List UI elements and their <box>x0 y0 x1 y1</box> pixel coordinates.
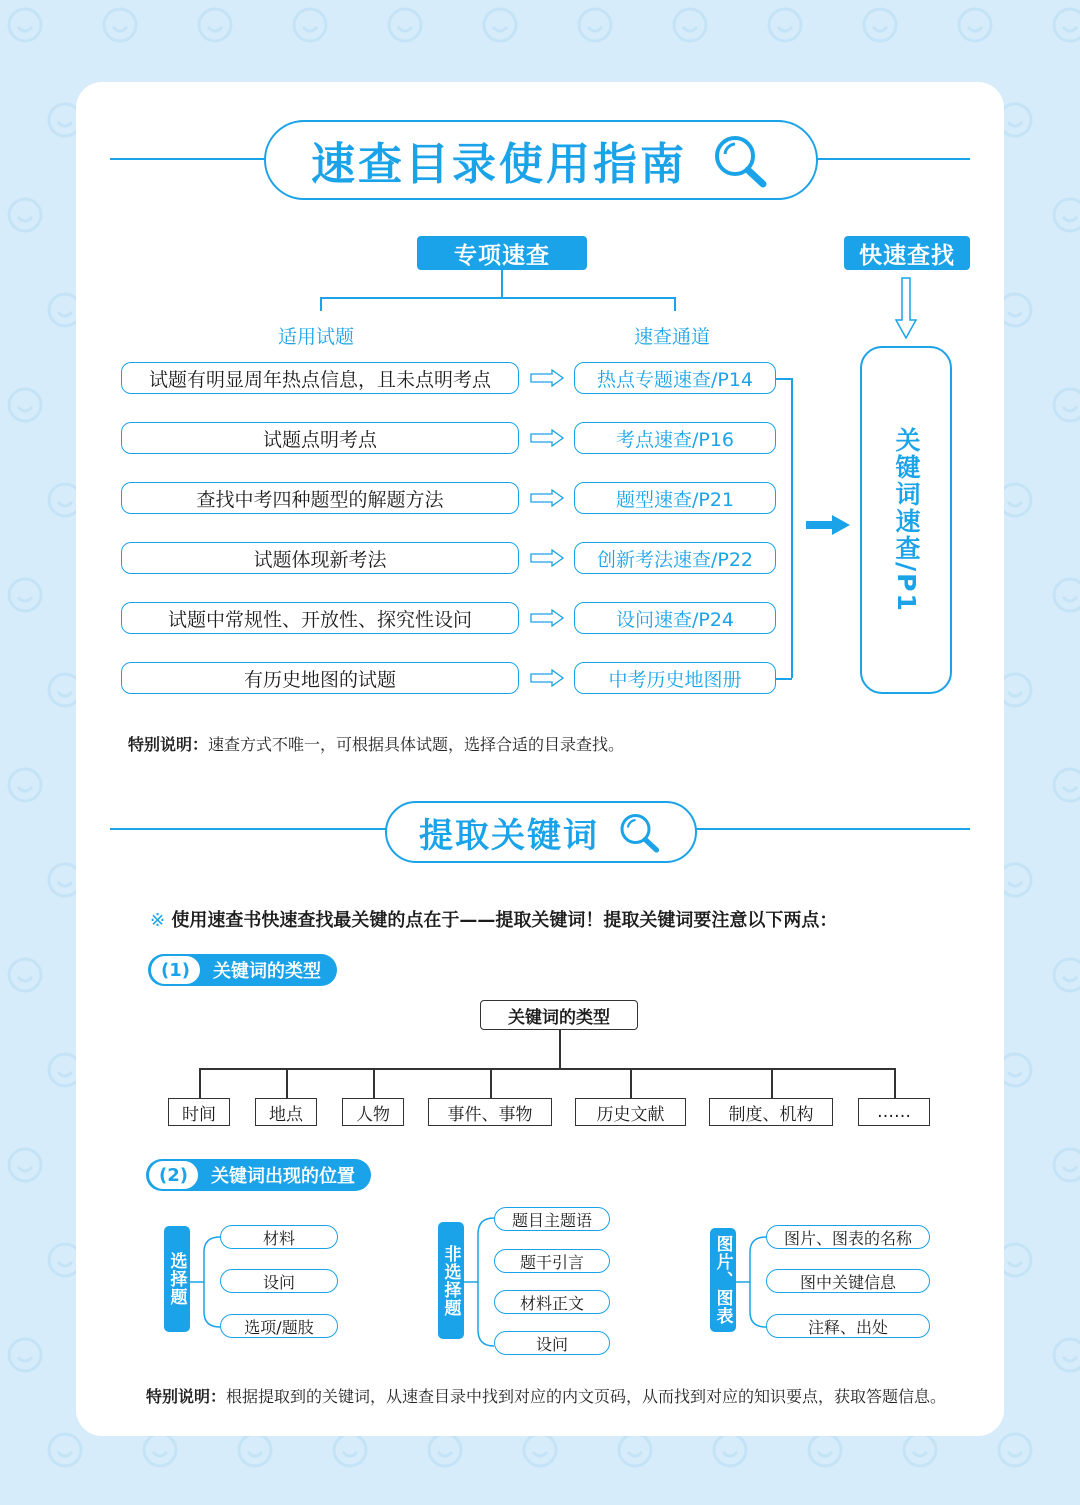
note-label: 特别说明： <box>146 1387 227 1406</box>
guide-title-pill <box>264 120 818 200</box>
bracket-left <box>320 297 322 311</box>
question-pill: 试题中常规性、开放性、探究性设问 <box>121 602 519 634</box>
tree-bar <box>199 1068 895 1070</box>
type-box: 事件、事物 <box>428 1098 552 1126</box>
quick-find-tag: 快速查找 <box>844 236 970 270</box>
keyword-search-label: 关键词速查/P1 <box>892 427 921 613</box>
group-item: 选项/题肢 <box>220 1314 338 1338</box>
group-bracket <box>464 1212 504 1352</box>
extract-title-pill <box>385 801 697 863</box>
question-pill: 试题点明考点 <box>121 422 519 454</box>
question-pill: 试题有明显周年热点信息，且未点明考点 <box>121 362 519 394</box>
group-item: 题目主题语 <box>494 1207 610 1231</box>
channel-pill: 考点速查/P16 <box>574 422 776 454</box>
extract-title: 提取关键词 <box>419 815 599 856</box>
group-item: 设问 <box>220 1269 338 1293</box>
group-item: 题干引言 <box>494 1249 610 1273</box>
keyword-search-box <box>860 346 952 694</box>
type-box: …… <box>858 1098 930 1126</box>
type-box: 历史文献 <box>575 1098 686 1126</box>
group-item: 设问 <box>494 1331 610 1355</box>
channel-pill: 中考历史地图册 <box>574 662 776 694</box>
guide-note <box>128 732 624 755</box>
group-item: 图片、图表的名称 <box>766 1225 930 1249</box>
right-arrow-icon <box>530 369 564 387</box>
intro-mark: ※ <box>150 910 166 931</box>
connector-bottom <box>776 678 792 680</box>
channel-pill: 设问速查/P24 <box>574 602 776 634</box>
magnifier-icon <box>617 811 663 853</box>
group-item: 材料 <box>220 1225 338 1249</box>
group-tag-nonchoice: 非选择题 <box>438 1222 464 1339</box>
section-2-num: (2) <box>148 1160 199 1190</box>
bracket-right <box>674 297 676 311</box>
tree-stem <box>559 1030 561 1068</box>
bracket-stem <box>501 270 503 298</box>
branch-line <box>894 1068 896 1098</box>
extract-note <box>146 1384 946 1407</box>
right-arrow-icon <box>530 549 564 567</box>
col-channel-label: 速查通道 <box>634 326 711 348</box>
type-box: 制度、机构 <box>709 1098 833 1126</box>
guide-card <box>76 82 1004 1436</box>
branch-line <box>199 1068 201 1098</box>
special-search-tag: 专项速查 <box>417 236 587 270</box>
down-arrow-icon <box>894 276 918 342</box>
type-box: 人物 <box>342 1098 404 1126</box>
group-item: 图中关键信息 <box>766 1269 930 1293</box>
section-1-num: (1) <box>150 955 201 985</box>
question-pill: 试题体现新考法 <box>121 542 519 574</box>
connector-top <box>776 378 792 380</box>
channel-pill: 题型速查/P21 <box>574 482 776 514</box>
right-arrow-icon <box>530 609 564 627</box>
note-text: 根据提取到的关键词，从速查目录中找到对应的内文页码，从而找到对应的知识要点，获取答题信息。 <box>226 1387 947 1406</box>
group-item: 材料正文 <box>494 1290 610 1314</box>
branch-line <box>630 1068 632 1098</box>
section-2-tag <box>146 1159 371 1191</box>
group-item: 注释、出处 <box>766 1314 930 1338</box>
branch-line <box>490 1068 492 1098</box>
types-root: 关键词的类型 <box>480 1000 638 1030</box>
bracket-bar <box>320 297 676 299</box>
branch-line <box>373 1068 375 1098</box>
question-pill: 有历史地图的试题 <box>121 662 519 694</box>
right-arrow-icon <box>530 429 564 447</box>
channel-pill: 创新考法速查/P22 <box>574 542 776 574</box>
branch-line <box>771 1068 773 1098</box>
intro-text: 使用速查书快速查找最关键的点在于——提取关键词！提取关键词要注意以下两点： <box>171 910 838 931</box>
channel-pill: 热点专题速查/P14 <box>574 362 776 394</box>
col-applicable-label: 适用试题 <box>278 326 355 348</box>
branch-line <box>286 1068 288 1098</box>
note-text: 速查方式不唯一，可根据具体试题，选择合适的目录查找。 <box>208 735 625 754</box>
magnifier-icon <box>711 132 771 188</box>
type-box: 地点 <box>255 1098 317 1126</box>
type-box: 时间 <box>168 1098 230 1126</box>
connector-vertical <box>791 378 793 678</box>
right-arrow-icon <box>530 489 564 507</box>
right-arrow-icon <box>530 669 564 687</box>
note-label: 特别说明： <box>128 735 209 754</box>
group-tag-choice: 选择题 <box>164 1226 190 1332</box>
section-2-label: 关键词出现的位置 <box>210 1166 355 1187</box>
question-pill: 查找中考四种题型的解题方法 <box>121 482 519 514</box>
guide-title: 速查目录使用指南 <box>311 139 687 190</box>
extract-intro <box>150 906 837 932</box>
section-1-tag <box>148 954 337 986</box>
section-1-label: 关键词的类型 <box>212 961 321 982</box>
solid-arrow-icon <box>804 514 852 536</box>
group-tag-images: 图片、图表 <box>710 1228 736 1332</box>
